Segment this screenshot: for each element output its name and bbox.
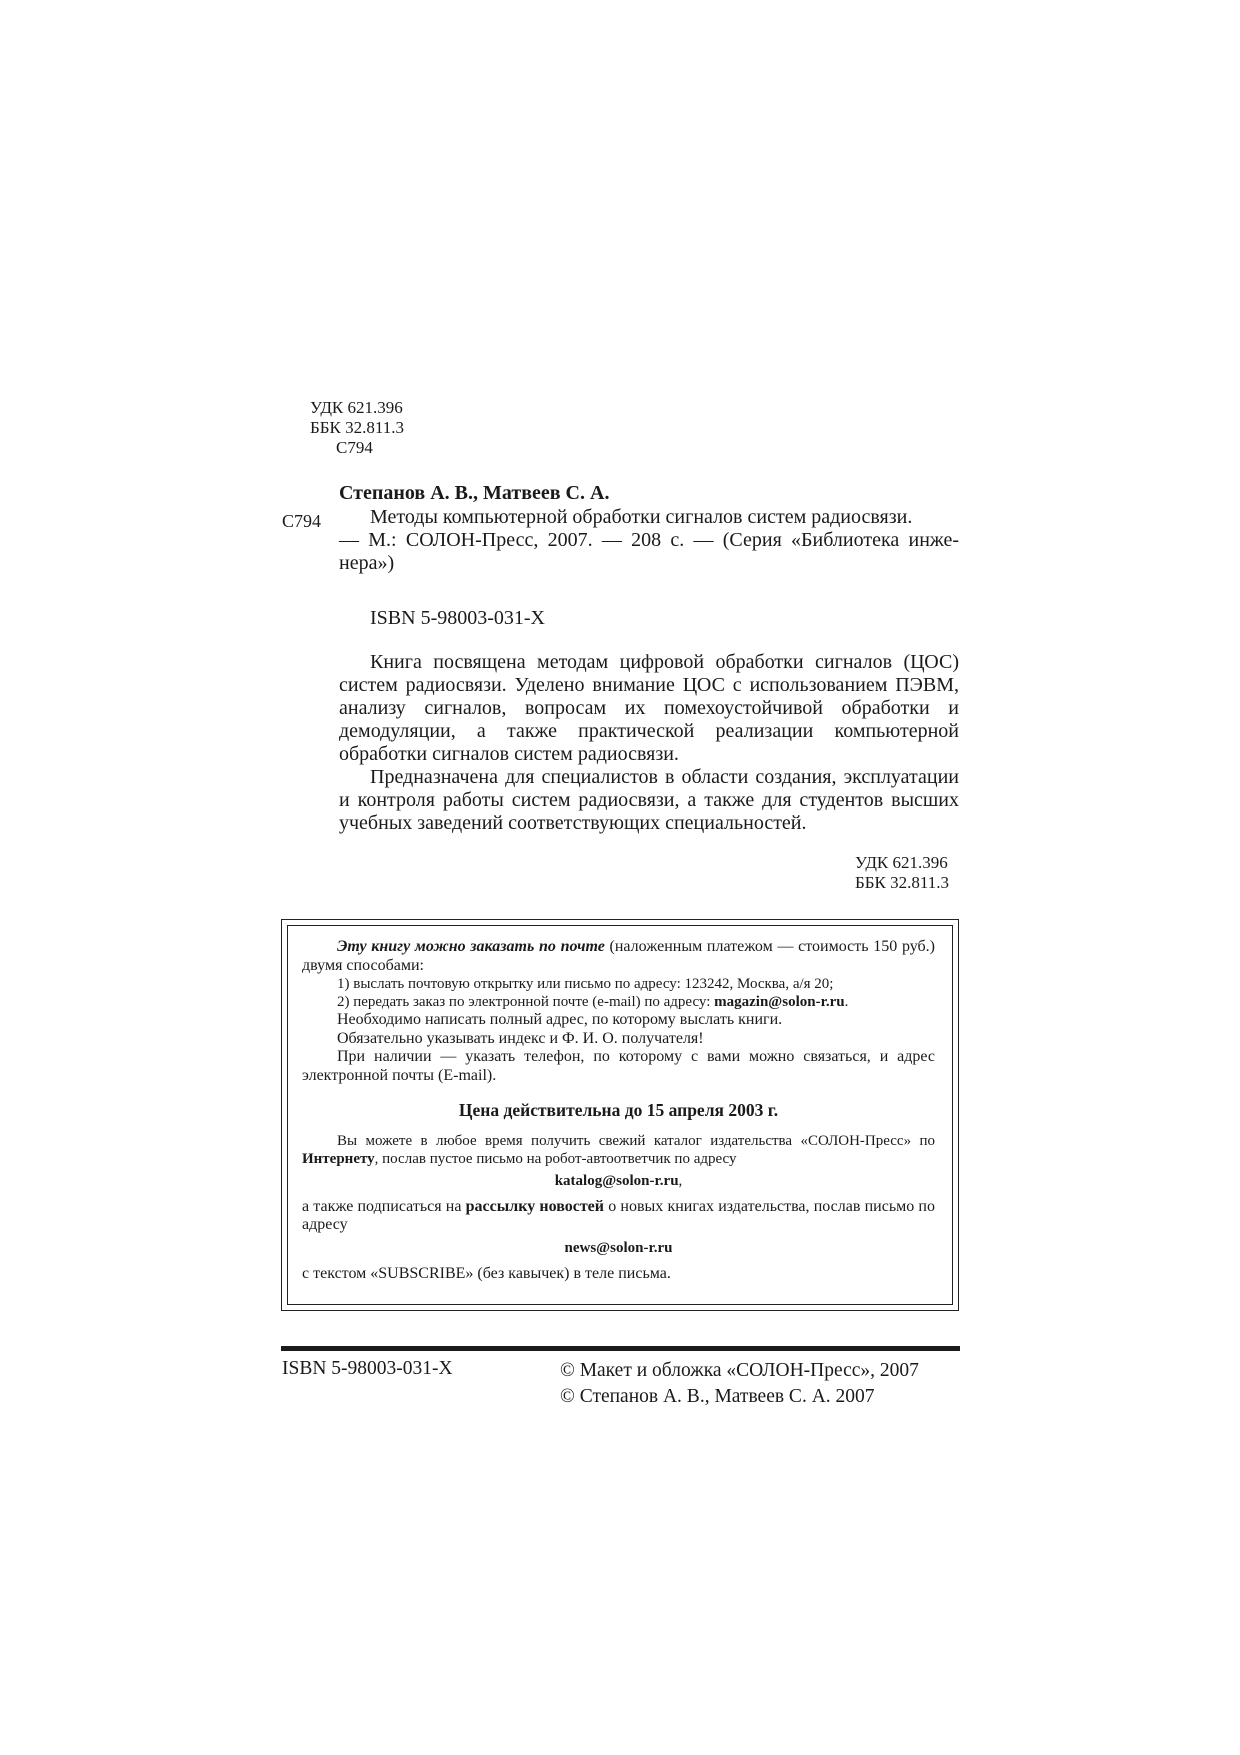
order-intro xyxy=(302,938,935,975)
author-code: С794 xyxy=(336,438,373,457)
order-info-box xyxy=(281,919,959,1311)
isbn-footer: ISBN 5-98003-031-X xyxy=(282,1358,453,1379)
subscribe-info xyxy=(302,1198,935,1235)
catalog-text-2: , послав пустое письмо на робот-автоответчик по адресу xyxy=(374,1150,737,1167)
subscribe-text-1: а также подписаться на xyxy=(302,1197,466,1215)
order-method-2 xyxy=(302,993,935,1011)
catalog-internet: Интернету xyxy=(302,1150,375,1167)
footer-rule xyxy=(281,1346,960,1351)
classification-bottom xyxy=(855,853,949,893)
news-email: news@solon-r.ru xyxy=(564,1239,673,1256)
authors-heading: Степанов А. В., Матвеев С. А. xyxy=(339,482,610,504)
abstract xyxy=(339,651,959,835)
udk-code: УДК 621.396 xyxy=(310,398,403,417)
catalog-email: katalog@solon-r.ru xyxy=(554,1172,679,1189)
description-line-3: нера») xyxy=(339,552,395,574)
copyright-layout: © Макет и обложка «СОЛОН-Пресс», 2007 xyxy=(560,1360,919,1381)
bbk-code-bottom: ББК 32.811.3 xyxy=(855,873,949,892)
copyright-block xyxy=(560,1358,919,1410)
order-info-inner xyxy=(287,925,953,1305)
order-intro-emphasis: Эту книгу можно заказать по почте xyxy=(337,938,605,955)
order-intro-rest: (наложенным платежом — стоимость 150 руб.) двумя способами: xyxy=(302,938,935,974)
catalog-text-1: Вы можете в любое время получить свежий каталог издательства «СОЛОН-Пресс» по xyxy=(337,1132,935,1149)
catalog-email-line xyxy=(302,1172,935,1190)
subscribe-final: с текстом «SUBSCRIBE» (без кавычек) в теле письма. xyxy=(302,1264,671,1282)
udk-code-bottom: УДК 621.396 xyxy=(855,853,948,872)
order-method-2-end: . xyxy=(844,994,849,1010)
card-author-code: С794 xyxy=(282,511,322,531)
description-line-1: Методы компьютерной обработки сигналов систем радиосвязи. xyxy=(370,506,913,528)
bibliographic-description xyxy=(339,506,959,575)
catalog-email-comma: , xyxy=(678,1172,683,1189)
order-note-1: Необходимо написать полный адрес, по которому выслать книги. xyxy=(337,1011,783,1028)
order-email: magazin@solon-r.ru xyxy=(714,994,845,1010)
subscribe-text-2: о новых книгах издательства, послав письмо по адресу xyxy=(302,1197,935,1233)
description-line-2: — М.: СОЛОН-Пресс, 2007. — 208 с. — (Серия «Библиотека инже- xyxy=(339,529,959,551)
abstract-paragraph-2: Предназначена для специалистов в области создания, эксплуатации и контроля работы систем радиосвязи, а также для студентов высших учебных заведений соответствующих специальностей. xyxy=(339,766,959,834)
order-note-3: При наличии — указать телефон, по которому с вами можно связаться, и адрес электронной почты (E-mail). xyxy=(302,1048,935,1084)
copyright-authors: © Степанов А. В., Матвеев С. А. 2007 xyxy=(560,1386,875,1407)
order-method-1: 1) выслать почтовую открытку или письмо по адресу: 123242, Москва, а/я 20; xyxy=(337,976,834,992)
order-note-2: Обязательно указывать индекс и Ф. И. О. получателя! xyxy=(337,1029,704,1047)
order-method-2-text: 2) передать заказ по электронной почте (e-mail) по адресу: xyxy=(337,994,715,1010)
abstract-paragraph-1: Книга посвящена методам цифровой обработки сигналов (ЦОС) систем радиосвязи. Уделено внимание ЦОС с использованием ПЭВМ, анализу сигналов, вопросам их помехоустойчивой обработки и демодуляции, а также практической реализации компьютерной обработки сигналов систем радиосвязи. xyxy=(339,651,959,765)
subscribe-bold: рассылку новостей xyxy=(465,1197,605,1215)
isbn-card: ISBN 5-98003-031-X xyxy=(370,607,545,629)
classification-top xyxy=(310,398,404,458)
catalog-info xyxy=(302,1132,935,1168)
bbk-code: ББК 32.811.3 xyxy=(310,418,404,437)
price-notice: Цена действительна до 15 апреля 2003 г. xyxy=(458,1100,779,1120)
